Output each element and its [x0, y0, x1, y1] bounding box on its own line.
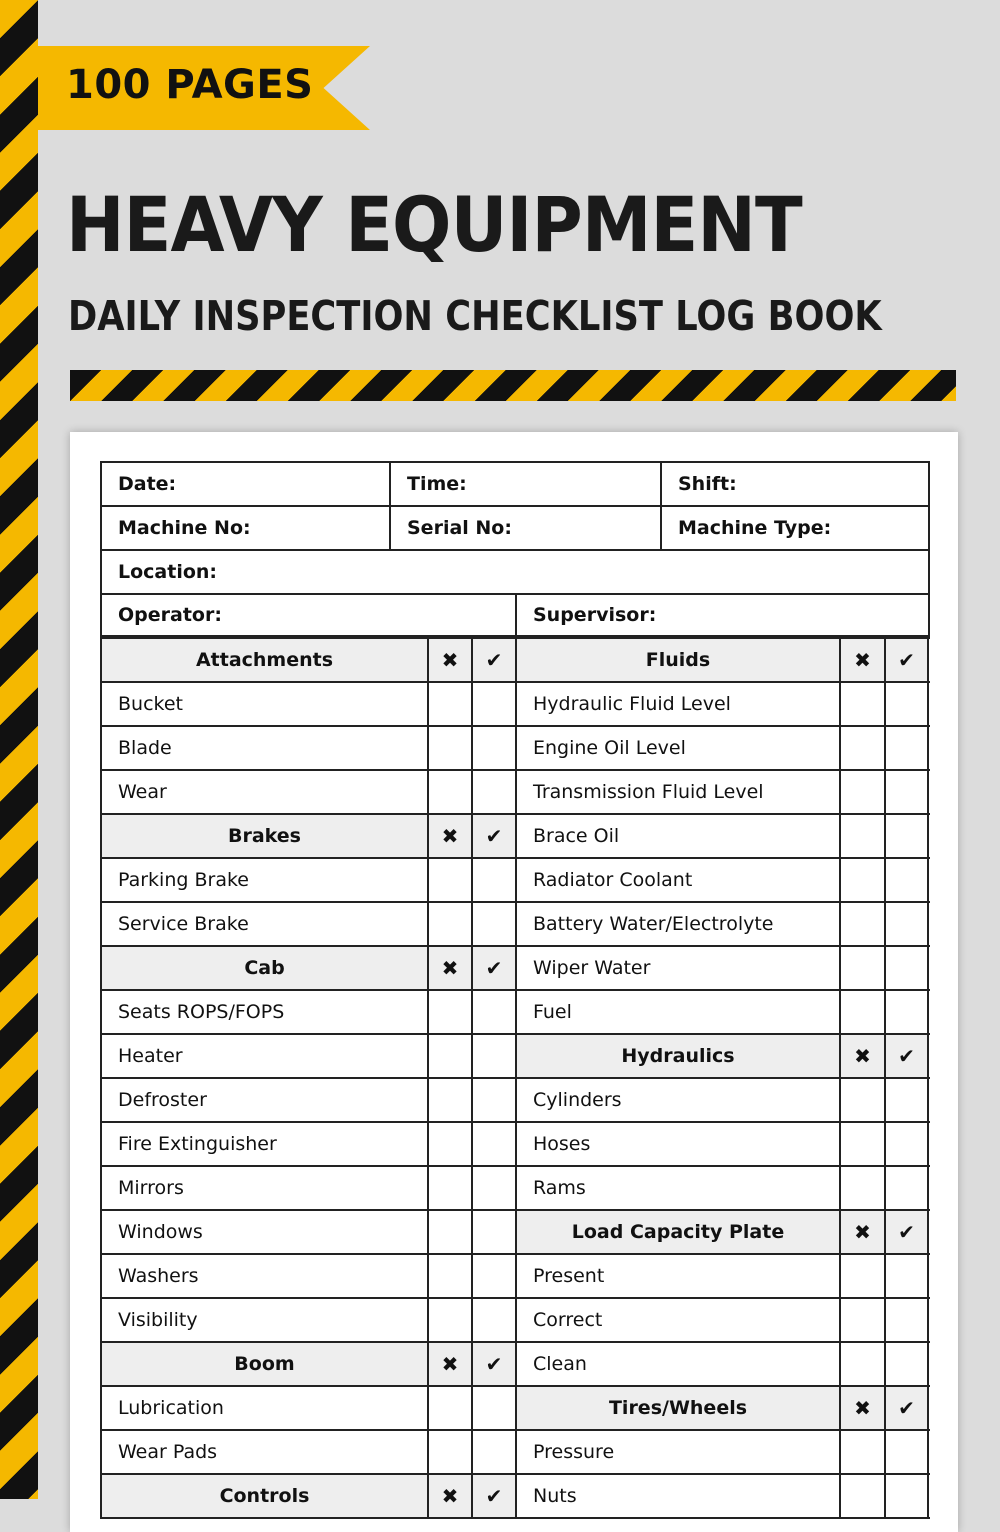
pass-checkbox[interactable]	[884, 859, 929, 901]
checklist-item: Wiper Water	[515, 947, 839, 989]
checklist-row	[100, 1343, 930, 1387]
pass-checkbox[interactable]	[471, 1079, 515, 1121]
checklist-table	[100, 637, 930, 1519]
checklist-item: Engine Oil Level	[515, 727, 839, 769]
pass-checkbox[interactable]	[884, 771, 929, 813]
pass-checkbox[interactable]	[884, 1475, 929, 1517]
fail-checkbox[interactable]	[839, 1431, 884, 1473]
location-field[interactable]: Location:	[100, 551, 930, 593]
checklist-item: Visibility	[100, 1299, 427, 1341]
pass-checkbox[interactable]	[471, 771, 515, 813]
section-header: Tires/Wheels	[515, 1387, 839, 1429]
checklist-row	[100, 727, 930, 771]
pass-checkbox[interactable]	[471, 1123, 515, 1165]
fail-mark-icon: ✖	[427, 1475, 471, 1517]
pass-checkbox[interactable]	[471, 1431, 515, 1473]
checklist-row	[100, 1431, 930, 1475]
section-header: Cab	[100, 947, 427, 989]
pass-checkbox[interactable]	[884, 1079, 929, 1121]
checklist-item: Present	[515, 1255, 839, 1297]
section-header: Hydraulics	[515, 1035, 839, 1077]
checklist-item: Correct	[515, 1299, 839, 1341]
section-header: Boom	[100, 1343, 427, 1385]
pass-mark-icon: ✔	[884, 1035, 929, 1077]
pages-badge: 100 PAGES	[66, 62, 314, 108]
time-field[interactable]: Time:	[389, 463, 660, 505]
pass-checkbox[interactable]	[884, 1343, 929, 1385]
pass-checkbox[interactable]	[884, 947, 929, 989]
fail-checkbox[interactable]	[839, 727, 884, 769]
fail-checkbox[interactable]	[839, 1475, 884, 1517]
checklist-item: Radiator Coolant	[515, 859, 839, 901]
fail-checkbox[interactable]	[427, 1035, 471, 1077]
fail-mark-icon: ✖	[427, 947, 471, 989]
fail-mark-icon: ✖	[839, 1035, 884, 1077]
checklist-row	[100, 771, 930, 815]
supervisor-field[interactable]: Supervisor:	[515, 595, 930, 635]
section-header: Load Capacity Plate	[515, 1211, 839, 1253]
fail-checkbox[interactable]	[427, 1211, 471, 1253]
pass-checkbox[interactable]	[471, 1387, 515, 1429]
fail-checkbox[interactable]	[839, 815, 884, 857]
checklist-row	[100, 1475, 930, 1519]
fail-mark-icon: ✖	[427, 1343, 471, 1385]
fail-checkbox[interactable]	[427, 683, 471, 725]
checklist-item: Heater	[100, 1035, 427, 1077]
fail-checkbox[interactable]	[427, 859, 471, 901]
fail-checkbox[interactable]	[427, 1255, 471, 1297]
pass-checkbox[interactable]	[471, 727, 515, 769]
checklist-item: Clean	[515, 1343, 839, 1385]
checklist-item: Hoses	[515, 1123, 839, 1165]
pass-checkbox[interactable]	[471, 1255, 515, 1297]
fail-checkbox[interactable]	[839, 1343, 884, 1385]
pass-mark-icon: ✔	[471, 639, 515, 681]
fail-checkbox[interactable]	[427, 1431, 471, 1473]
checklist-item: Mirrors	[100, 1167, 427, 1209]
book-subtitle: DAILY INSPECTION CHECKLIST LOG BOOK	[68, 292, 882, 340]
checklist-row	[100, 947, 930, 991]
checklist-row	[100, 1299, 930, 1343]
pass-checkbox[interactable]	[884, 903, 929, 945]
fail-checkbox[interactable]	[839, 903, 884, 945]
fail-mark-icon: ✖	[839, 639, 884, 681]
checklist-item: Bucket	[100, 683, 427, 725]
checklist-item: Transmission Fluid Level	[515, 771, 839, 813]
hazard-divider	[70, 370, 956, 401]
pass-mark-icon: ✔	[471, 947, 515, 989]
fail-checkbox[interactable]	[427, 991, 471, 1033]
section-header: Attachments	[100, 639, 427, 681]
checklist-row	[100, 1211, 930, 1255]
fail-checkbox[interactable]	[427, 1079, 471, 1121]
section-header: Fluids	[515, 639, 839, 681]
hazard-side-stripe	[0, 0, 38, 1499]
fail-checkbox[interactable]	[427, 1167, 471, 1209]
pass-mark-icon: ✔	[471, 1475, 515, 1517]
checklist-item: Lubrication	[100, 1387, 427, 1429]
machine-type-field[interactable]: Machine Type:	[660, 507, 930, 549]
checklist-row	[100, 637, 930, 683]
fail-checkbox[interactable]	[839, 1255, 884, 1297]
checklist-item: Pressure	[515, 1431, 839, 1473]
checklist-row	[100, 1387, 930, 1431]
checklist-item: Nuts	[515, 1475, 839, 1517]
checklist-row	[100, 683, 930, 727]
pass-checkbox[interactable]	[884, 1123, 929, 1165]
pass-checkbox[interactable]	[884, 1299, 929, 1341]
fail-checkbox[interactable]	[427, 771, 471, 813]
pass-mark-icon: ✔	[884, 639, 929, 681]
date-field[interactable]: Date:	[100, 463, 389, 505]
checklist-item: Wear	[100, 771, 427, 813]
checklist-item: Service Brake	[100, 903, 427, 945]
pass-mark-icon: ✔	[471, 815, 515, 857]
fail-checkbox[interactable]	[839, 683, 884, 725]
fail-checkbox[interactable]	[839, 1123, 884, 1165]
fail-mark-icon: ✖	[427, 815, 471, 857]
checklist-row	[100, 1079, 930, 1123]
pass-checkbox[interactable]	[471, 1167, 515, 1209]
fail-mark-icon: ✖	[839, 1387, 884, 1429]
checklist-item: Battery Water/Electrolyte	[515, 903, 839, 945]
operator-field[interactable]: Operator:	[100, 595, 515, 635]
form-row-machine	[100, 507, 930, 551]
fail-checkbox[interactable]	[427, 1123, 471, 1165]
checklist-item: Blade	[100, 727, 427, 769]
fail-checkbox[interactable]	[839, 771, 884, 813]
section-header: Controls	[100, 1475, 427, 1517]
fail-checkbox[interactable]	[427, 903, 471, 945]
form-row-datetime	[100, 461, 930, 507]
checklist-item: Windows	[100, 1211, 427, 1253]
pass-checkbox[interactable]	[884, 1431, 929, 1473]
pass-checkbox[interactable]	[471, 683, 515, 725]
pass-checkbox[interactable]	[884, 815, 929, 857]
book-title: HEAVY EQUIPMENT	[66, 180, 802, 269]
fail-checkbox[interactable]	[839, 1299, 884, 1341]
checklist-item: Defroster	[100, 1079, 427, 1121]
section-header: Brakes	[100, 815, 427, 857]
pass-checkbox[interactable]	[884, 683, 929, 725]
checklist-item: Cylinders	[515, 1079, 839, 1121]
pass-mark-icon: ✔	[471, 1343, 515, 1385]
pass-checkbox[interactable]	[884, 991, 929, 1033]
pass-mark-icon: ✔	[884, 1211, 929, 1253]
serial-no-field[interactable]: Serial No:	[389, 507, 660, 549]
pass-checkbox[interactable]	[471, 991, 515, 1033]
checklist-item: Wear Pads	[100, 1431, 427, 1473]
checklist-item: Fire Extinguisher	[100, 1123, 427, 1165]
checklist-item: Hydraulic Fluid Level	[515, 683, 839, 725]
checklist-row	[100, 1167, 930, 1211]
form-row-location	[100, 551, 930, 595]
checklist-item: Brace Oil	[515, 815, 839, 857]
form-row-people	[100, 595, 930, 637]
pass-checkbox[interactable]	[471, 859, 515, 901]
fail-mark-icon: ✖	[839, 1211, 884, 1253]
pass-mark-icon: ✔	[884, 1387, 929, 1429]
shift-field[interactable]: Shift:	[660, 463, 930, 505]
pass-checkbox[interactable]	[884, 1255, 929, 1297]
pass-checkbox[interactable]	[471, 1035, 515, 1077]
pass-checkbox[interactable]	[884, 727, 929, 769]
fail-checkbox[interactable]	[839, 859, 884, 901]
checklist-item: Washers	[100, 1255, 427, 1297]
checklist-row	[100, 991, 930, 1035]
inspection-form	[100, 461, 930, 1519]
checklist-item: Seats ROPS/FOPS	[100, 991, 427, 1033]
fail-mark-icon: ✖	[427, 639, 471, 681]
pass-checkbox[interactable]	[884, 1167, 929, 1209]
checklist-row	[100, 1123, 930, 1167]
pass-checkbox[interactable]	[471, 1299, 515, 1341]
checklist-item: Rams	[515, 1167, 839, 1209]
fail-checkbox[interactable]	[839, 947, 884, 989]
pass-checkbox[interactable]	[471, 1211, 515, 1253]
checklist-row	[100, 859, 930, 903]
fail-checkbox[interactable]	[427, 727, 471, 769]
checklist-item: Fuel	[515, 991, 839, 1033]
checklist-row	[100, 903, 930, 947]
pass-checkbox[interactable]	[471, 903, 515, 945]
fail-checkbox[interactable]	[839, 1167, 884, 1209]
fail-checkbox[interactable]	[427, 1387, 471, 1429]
machine-no-field[interactable]: Machine No:	[100, 507, 389, 549]
checklist-row	[100, 815, 930, 859]
checklist-row	[100, 1255, 930, 1299]
fail-checkbox[interactable]	[839, 991, 884, 1033]
checklist-item: Parking Brake	[100, 859, 427, 901]
checklist-row	[100, 1035, 930, 1079]
fail-checkbox[interactable]	[839, 1079, 884, 1121]
fail-checkbox[interactable]	[427, 1299, 471, 1341]
